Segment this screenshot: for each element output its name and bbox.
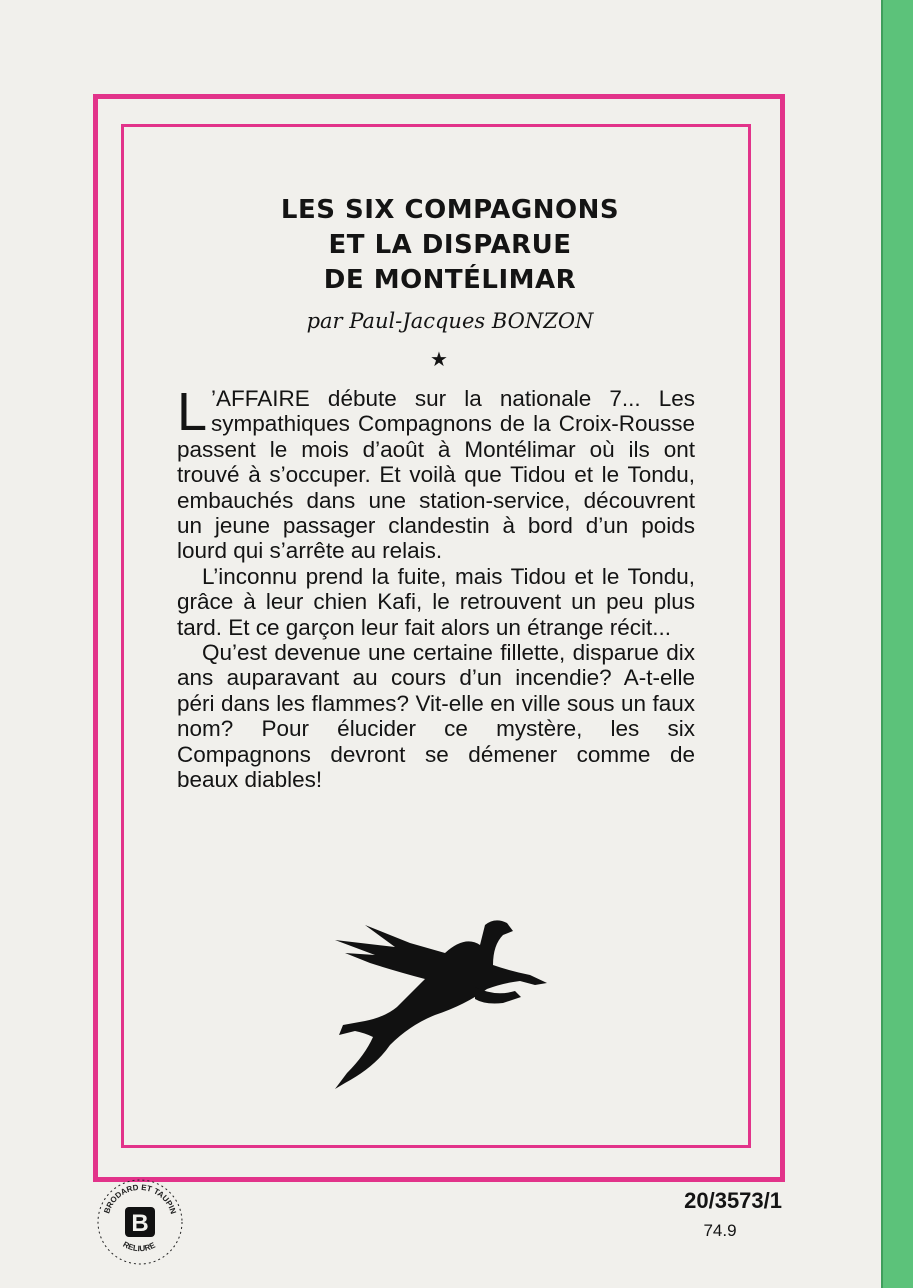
- svg-text:RELIURE: RELIURE: [121, 1239, 157, 1254]
- back-cover-blurb: [177, 382, 695, 793]
- drop-cap: L: [177, 382, 208, 442]
- star-ornament: ★: [430, 349, 448, 371]
- blurb-paragraph-text: ’AFFAIRE débute sur la nationale 7... Les sympathiques Compagnons de la Croix-Rousse passent le mois d’août à Montélimar où ils ont trouvé à s’occuper. Et voilà que Tidou et le Tondu, embauchés dans une station-service, découvrent un jeune passager clandestin à bord d’un poids lourd qui s’arrête au relais.: [177, 386, 695, 564]
- book-spine: [881, 0, 913, 1288]
- blurb-paragraph: [177, 382, 695, 564]
- author-line: par Paul-Jacques BONZON: [306, 309, 594, 333]
- svg-text:BRODARD ET TAUPIN: BRODARD ET TAUPIN: [102, 1182, 178, 1216]
- blurb-paragraph: L’inconnu prend la fuite, mais Tidou et le Tondu, grâce à leur chien Kafi, le retrouvent un peu plus tard. Et ce garçon leur fait alors un étrange récit...: [177, 563, 695, 640]
- title-line: LES SIX COMPAGNONS: [280, 195, 620, 225]
- book-title: [200, 193, 700, 298]
- blurb-paragraph: Qu’est devenue une certaine fillette, disparue dix ans auparavant au cours d’un incendie? A-t-elle péri dans les flammes? Vit-elle en ville sous un faux nom? Pour élucider ce mystère, les six Compagnons devront se démener comme de beaux diables!: [177, 640, 695, 793]
- binder-logo: [96, 1178, 184, 1266]
- title-line: ET LA DISPARUE: [328, 230, 572, 260]
- pegasus-icon: [325, 905, 565, 1095]
- logo-letter: B: [131, 1210, 149, 1237]
- title-line: DE MONTÉLIMAR: [323, 265, 577, 295]
- catalogue-code: 20/3573/1: [684, 1188, 782, 1213]
- print-code: 74.9: [703, 1221, 737, 1240]
